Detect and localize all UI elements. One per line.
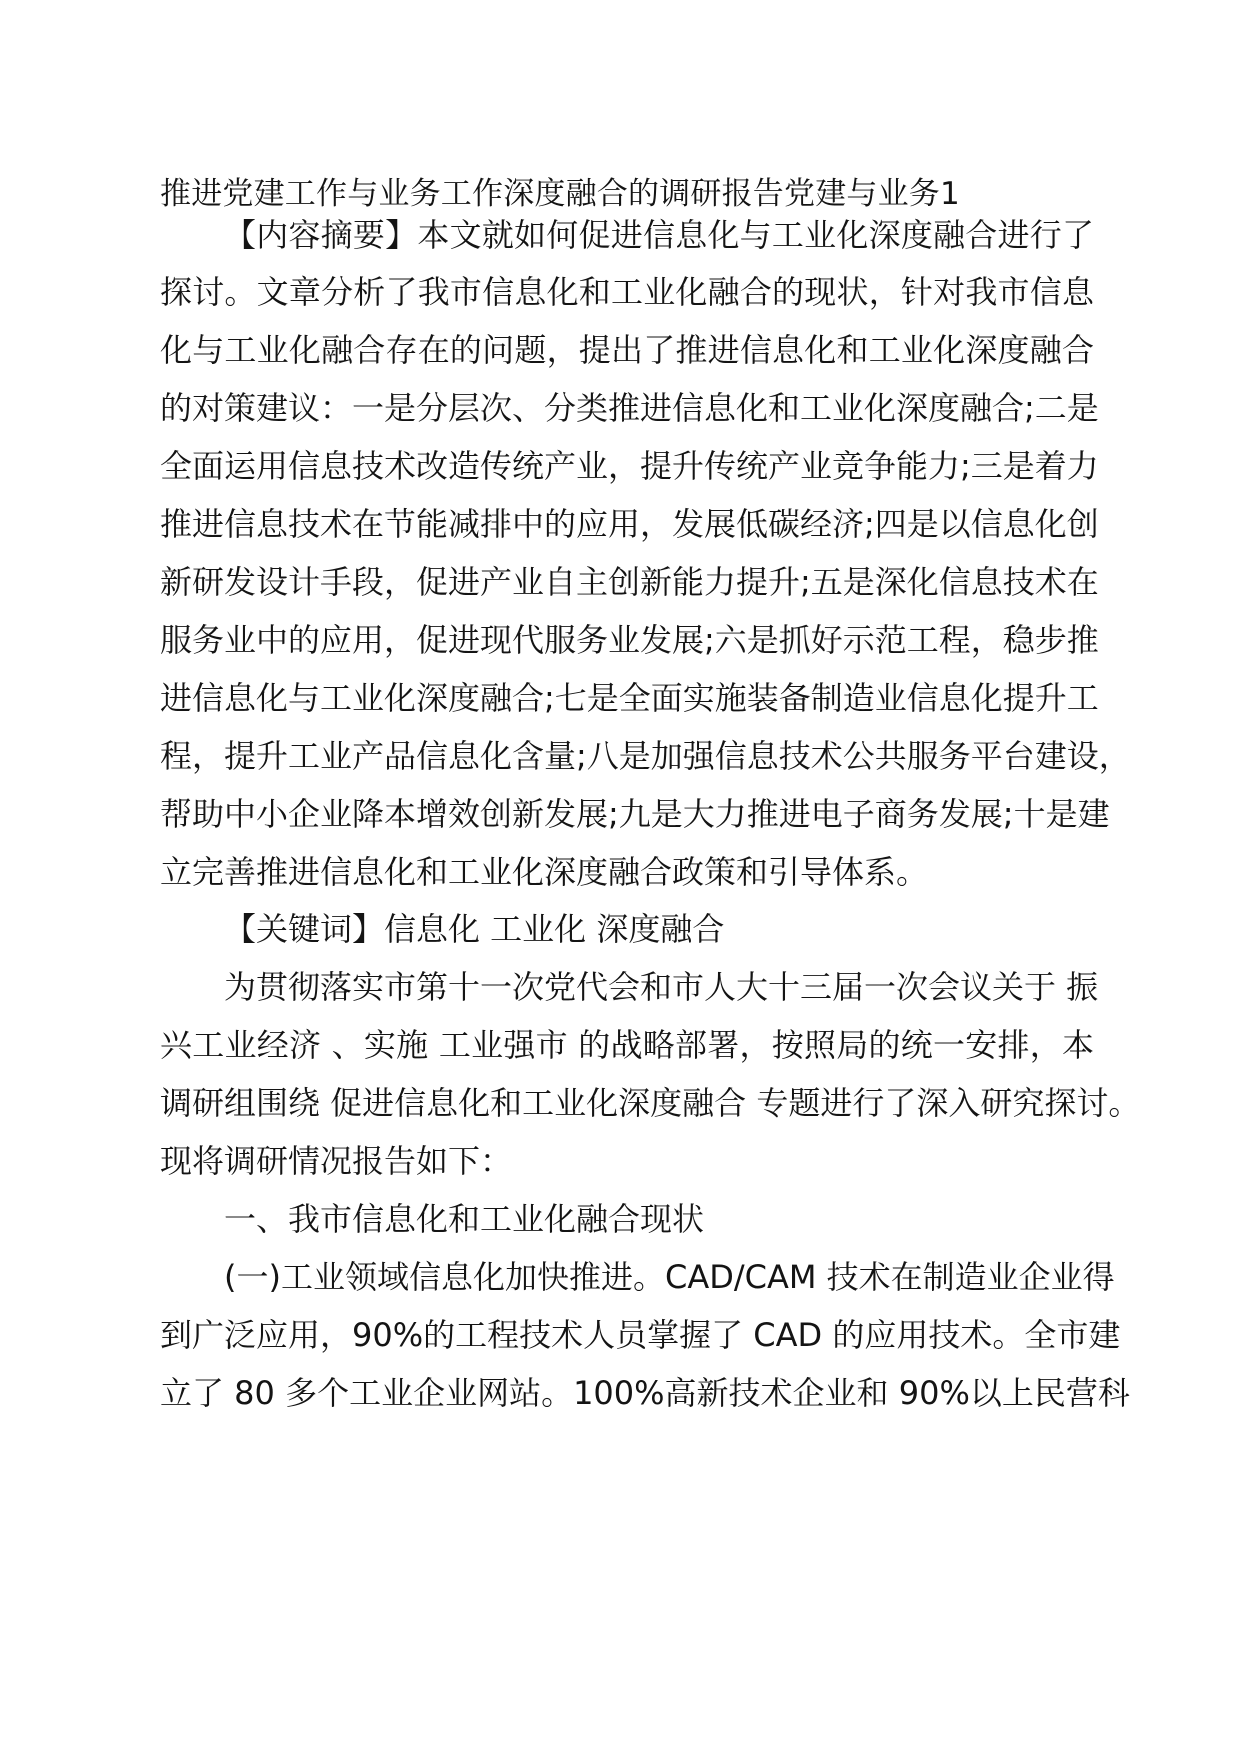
summary-line: 帮助中小企业降本增效创新发展;九是大力推进电子商务发展;十是建	[160, 795, 1110, 833]
section-line: 到广泛应用，90%的工程技术人员掌握了 CAD 的应用技术。全市建	[160, 1316, 1121, 1354]
intro-line: 调研组围绕 促进信息化和工业化深度融合 专题进行了深入研究探讨。	[160, 1084, 1141, 1122]
summary-line: 的对策建议：一是分层次、分类推进信息化和工业化深度融合;二是	[160, 389, 1099, 427]
summary-line: 推进信息技术在节能减排中的应用，发展低碳经济;四是以信息化创	[160, 505, 1099, 543]
summary-line: 全面运用信息技术改造传统产业，提升传统产业竞争能力;三是着力	[160, 447, 1099, 485]
summary-line: 立完善推进信息化和工业化深度融合政策和引导体系。	[160, 853, 929, 891]
summary-line: 探讨。文章分析了我市信息化和工业化融合的现状，针对我市信息	[160, 273, 1094, 311]
keywords-line: 【关键词】信息化 工业化 深度融合	[224, 910, 725, 948]
intro-line: 现将调研情况报告如下：	[160, 1142, 513, 1180]
intro-line: 兴工业经济 、实施 工业强市 的战略部署，按照局的统一安排，本	[160, 1026, 1094, 1064]
summary-line: 【内容摘要】本文就如何促进信息化与工业化深度融合进行了	[224, 216, 1094, 254]
summary-line: 新研发设计手段，促进产业自主创新能力提升;五是深化信息技术在	[160, 563, 1099, 601]
summary-line: 服务业中的应用，促进现代服务业发展;六是抓好示范工程，稳步推	[160, 621, 1099, 659]
summary-line: 程，提升工业产品信息化含量;八是加强信息技术公共服务平台建设，	[160, 737, 1131, 775]
section-line: 立了 80 多个工业企业网站。100%高新技术企业和 90%以上民营科	[160, 1374, 1130, 1412]
intro-line: 为贯彻落实市第十一次党代会和市人大十三届一次会议关于 振	[224, 968, 1099, 1006]
section-line: (一)工业领域信息化加快推进。CAD/CAM 技术在制造业企业得	[224, 1258, 1115, 1296]
section-heading: 一、我市信息化和工业化融合现状	[224, 1200, 705, 1238]
summary-line: 进信息化与工业化深度融合;七是全面实施装备制造业信息化提升工	[160, 679, 1099, 717]
summary-line: 化与工业化融合存在的问题，提出了推进信息化和工业化深度融合	[160, 331, 1094, 369]
document-title: 推进党建工作与业务工作深度融合的调研报告党建与业务1	[160, 176, 960, 212]
